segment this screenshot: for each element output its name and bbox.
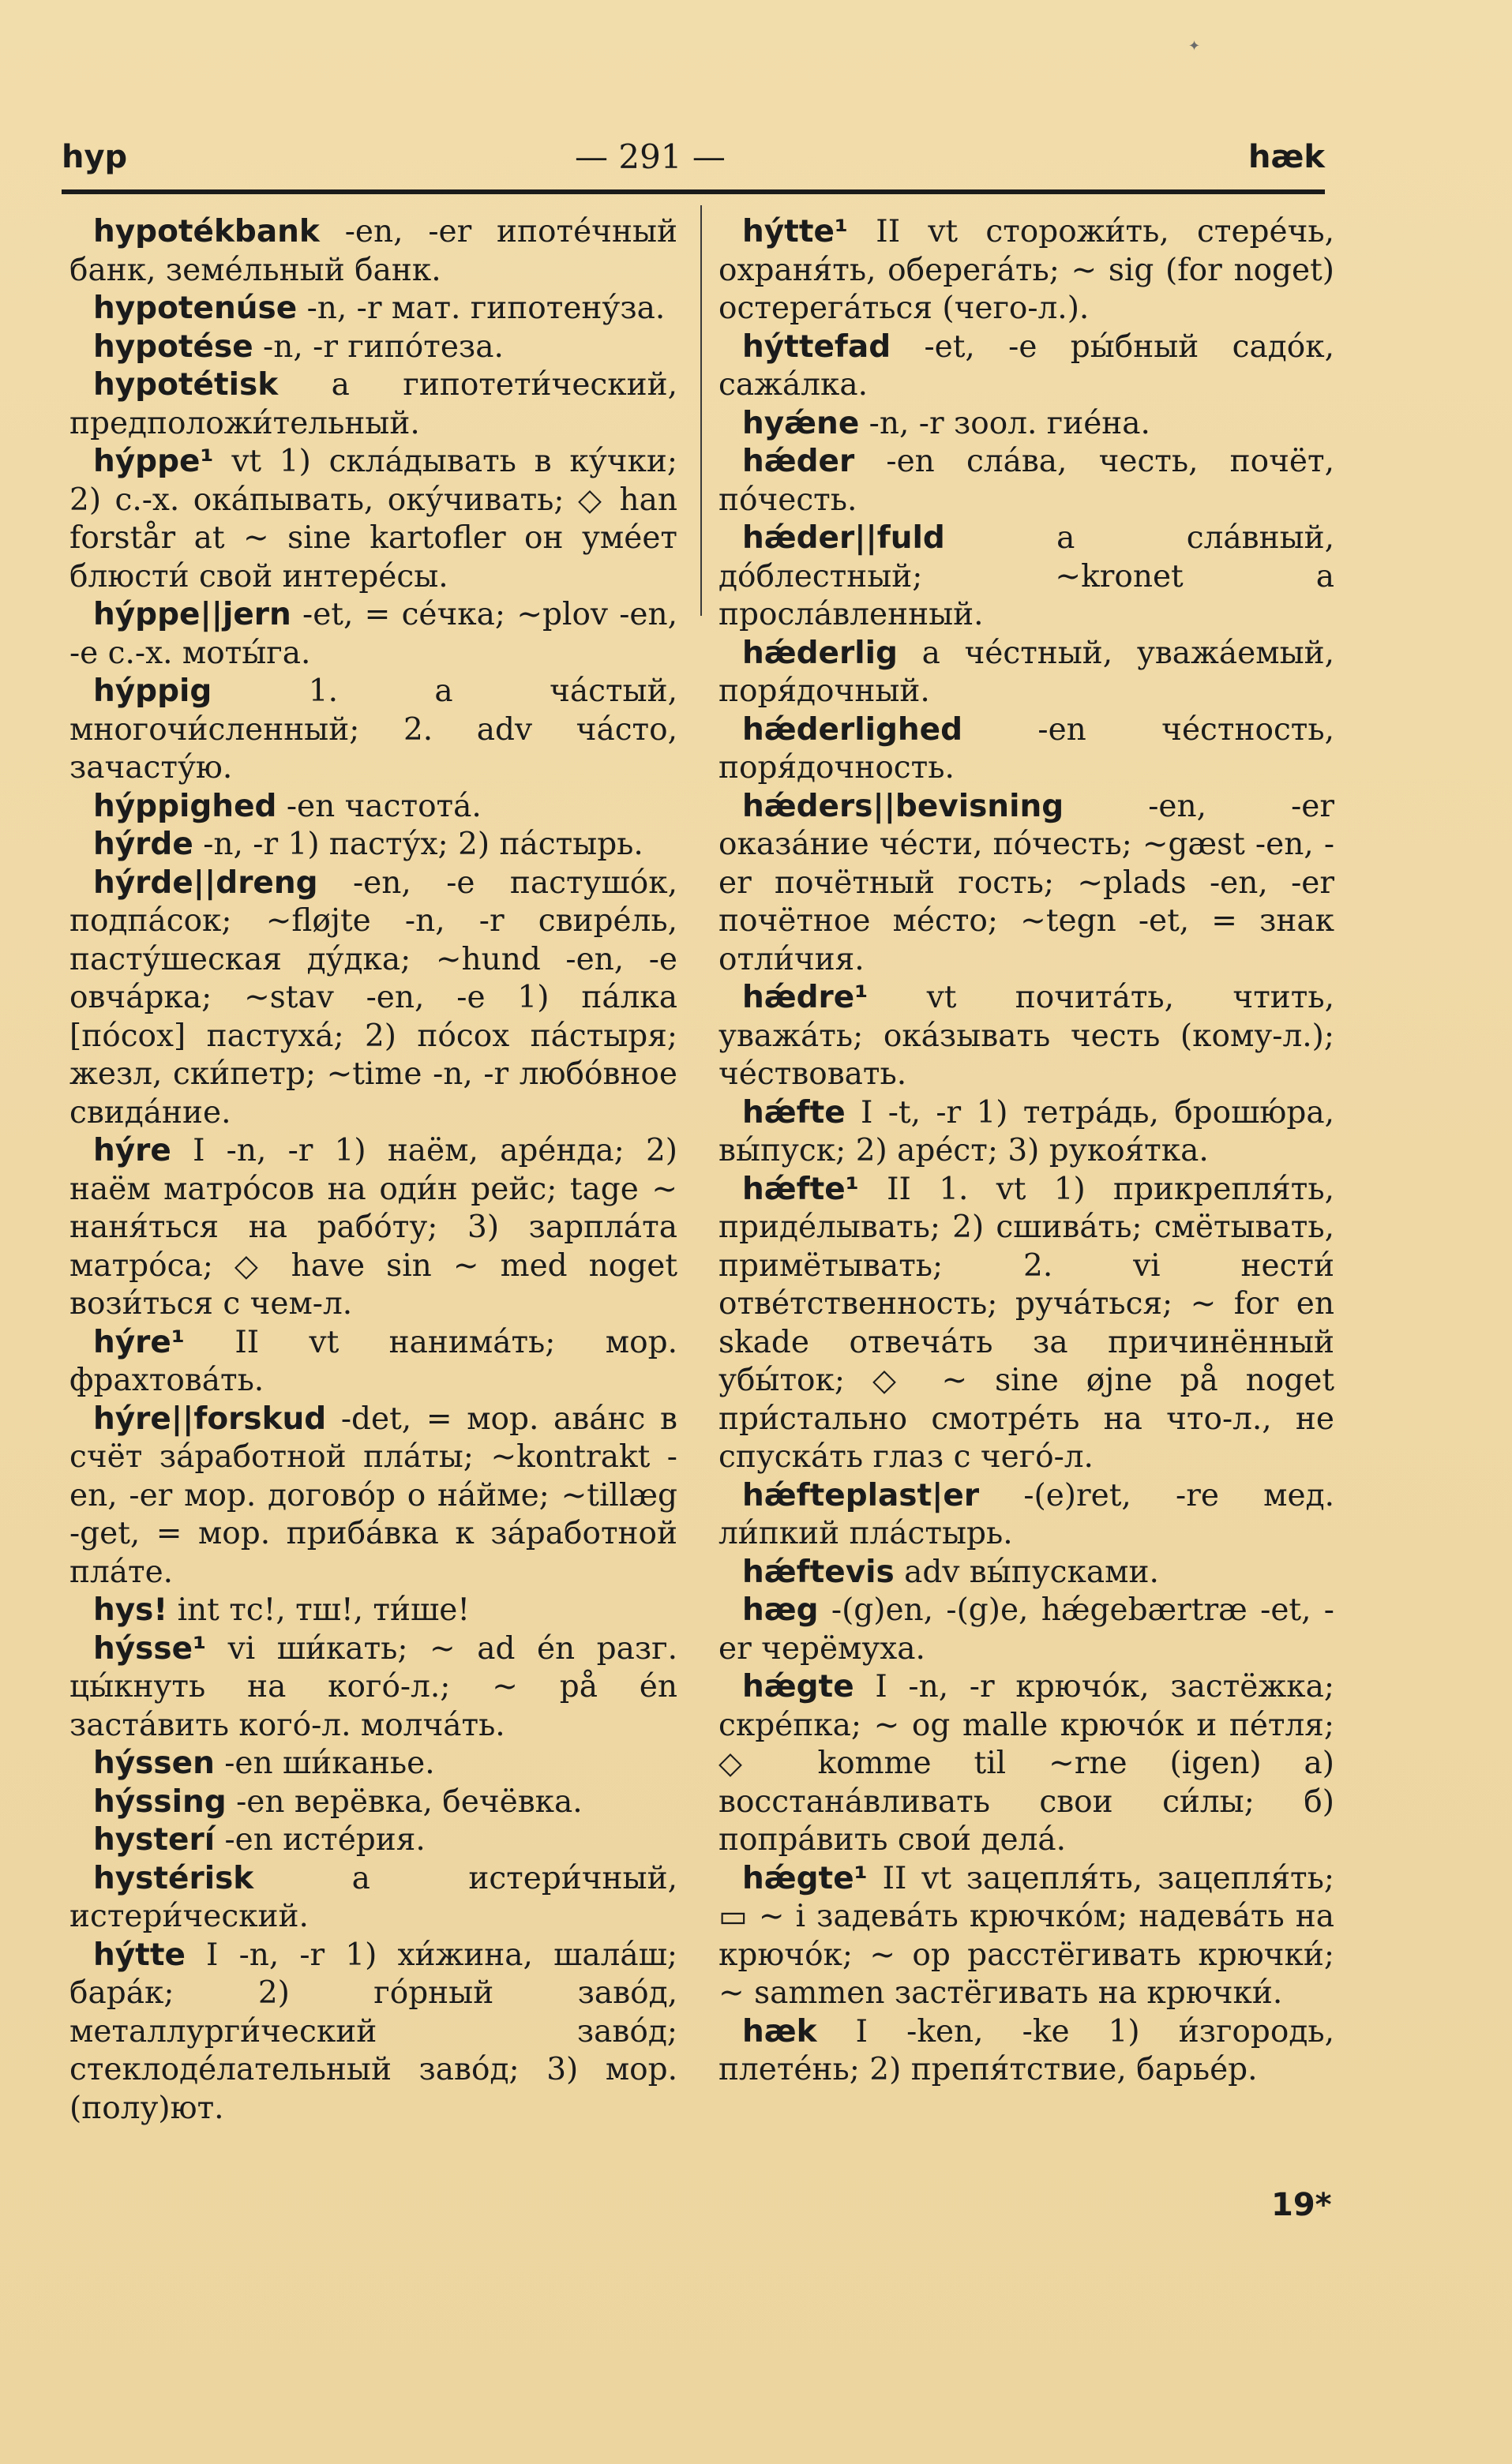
headword: hypotékbank xyxy=(93,214,320,249)
headword: hypotése xyxy=(93,328,253,365)
dictionary-entry xyxy=(718,979,1334,1094)
entry-body: vt 1) скла́дывать в ку́чки; 2) с.-х. ока́пывать, оку́чивать; ◇ han forstår at ~ sine kartofler он уме́ет блюсти́ свой интере́сы. xyxy=(69,444,677,594)
dictionary-entry xyxy=(718,788,1334,980)
headword: hýre¹ xyxy=(93,1324,185,1360)
dictionary-entry xyxy=(69,443,677,596)
entry-body: II vt нанима́ть; мор. фрахтова́ть. xyxy=(69,1324,677,1398)
dictionary-entry xyxy=(718,1171,1334,1477)
entry-body: -n, -r гипо́теза. xyxy=(253,328,504,365)
entry-body: -en, -er оказа́ние че́сти, по́честь; ~gæst -en, -er почётный гость; ~plads -en, -er почётное ме́сто; ~tegn -et, = знак отли́чия. xyxy=(718,788,1334,977)
dictionary-entry xyxy=(69,788,677,827)
headword: hǽftevis xyxy=(742,1554,895,1590)
headword: hýppe||jern xyxy=(93,597,291,632)
entry-body: -(g)en, -(g)e, hǽgebærtræ -et, -er черёмуха. xyxy=(718,1592,1334,1667)
entry-body: -en частота́. xyxy=(276,788,482,824)
headword: hýppighed xyxy=(93,788,277,824)
entry-body: -en, -e пастушо́к, подпа́сок; ~fløjte -n, -r свире́ль, пасту́шеская ду́дка; ~hund -en, -e овча́рка; ~stav -en, -e 1) па́лка [по́сох] пастуха́; 2) по́сох па́стыря; жезл, ски́петр; ~time -n, -r любо́вное свида́ние. xyxy=(69,864,677,1131)
dictionary-entry xyxy=(718,1477,1334,1554)
headword: hýssen xyxy=(93,1746,215,1781)
entry-body: vi ши́кать; ~ ad én разг. цы́кнуть на кого́-л.; ~ på én заста́вить кого́-л. молча́ть. xyxy=(69,1630,677,1743)
dictionary-entry xyxy=(718,635,1334,711)
dictionary-entry xyxy=(718,1592,1334,1668)
headword: hypotenúse xyxy=(93,291,298,326)
headword: hæg xyxy=(742,1592,819,1628)
headword: hýtte¹ xyxy=(742,214,849,249)
headword: hýtte xyxy=(93,1937,186,1973)
headword: hystérisk xyxy=(93,1860,254,1896)
entry-body: -(e)ret, -re мед. ли́пкий пла́стырь. xyxy=(718,1477,1334,1551)
headword: hǽfte xyxy=(742,1094,846,1131)
headword: hýrde||dreng xyxy=(93,864,318,901)
dictionary-entry xyxy=(718,213,1334,328)
entry-body: I -n, -r крючо́к, застёжка; скре́пка; ~ og malle крючо́к и пе́тля; ◇ komme til ~rne (igen) а) восстана́вливать свои си́лы; б) попра́вить свои́ дела́. xyxy=(718,1669,1334,1858)
dictionary-entry xyxy=(69,1324,677,1401)
dictionary-entry xyxy=(718,1668,1334,1860)
headword: hýsse¹ xyxy=(93,1630,207,1667)
entry-body: vt почита́ть, чтить, уважа́ть; ока́зывать честь (кому-л.); че́ствовать. xyxy=(718,980,1334,1092)
entry-body: -n, -r мат. гипотену́за. xyxy=(297,291,666,326)
entry-body: -et, = се́чка; ~plov -en, -e с.-х. моты́га. xyxy=(69,597,677,671)
headword: hǽderlighed xyxy=(742,711,963,748)
page-header xyxy=(62,126,1325,189)
dictionary-entry xyxy=(69,673,677,788)
headword: hyǽne xyxy=(742,405,860,441)
entry-body: II vt сторожи́ть, стере́чь, охраня́ть, оберега́ть; ~ sig (for noget) остерега́ться (чего-л.). xyxy=(718,214,1334,326)
header-right-word: hæk xyxy=(1248,139,1325,175)
headword: hýre||forskud xyxy=(93,1401,327,1437)
headword: hýssing xyxy=(93,1783,227,1820)
dictionary-entry xyxy=(718,711,1334,788)
entry-body: II vt зацепля́ть, зацепля́ть; ▭ ~ i задева́ть крючко́м; надева́ть на крючо́к; ~ op расстёгивать крючки́; ~ sammen застёгивать на крючки́. xyxy=(718,1860,1334,2011)
headword: hýrde xyxy=(93,827,193,862)
entry-body: int тс!, тш!, ти́ше! xyxy=(167,1592,471,1628)
dictionary-entry xyxy=(718,1860,1334,2013)
entry-body: -det, = мор. ава́нс в счёт за́работной пла́ты; ~kontrakt -en, -er мор. догово́р о на́йме; ~tillæg -get, = мор. приба́вка к за́работной пла́те. xyxy=(69,1401,677,1590)
page-number: — 291 — xyxy=(575,137,726,176)
dictionary-entry xyxy=(69,1745,677,1783)
headword: hýre xyxy=(93,1133,171,1168)
header-left-word: hyp xyxy=(62,139,128,175)
entry-body: -n, -r зоол. гие́на. xyxy=(859,405,1150,441)
headword: hys! xyxy=(93,1592,168,1628)
dictionary-entry xyxy=(69,1630,677,1746)
headword: hǽgte¹ xyxy=(742,1860,868,1896)
entry-body: -en исте́рия. xyxy=(215,1822,426,1858)
entry-body: -et, -e ры́бный садо́к, сажа́лка. xyxy=(718,328,1334,403)
headword: hǽfteplast|er xyxy=(742,1477,980,1513)
headword: hýppe¹ xyxy=(93,444,214,479)
dictionary-entry xyxy=(69,864,677,1133)
entry-body: -en сла́ва, честь, почёт, по́честь. xyxy=(718,444,1334,518)
headword: hýttefad xyxy=(742,328,891,365)
headword: hypotétisk xyxy=(93,367,279,403)
right-column xyxy=(718,213,1334,2090)
dictionary-entry xyxy=(718,405,1334,444)
dictionary-entry xyxy=(69,826,677,864)
entry-body: 1. a ча́стый, многочи́сленный; 2. adv ча́сто, зачасту́ю. xyxy=(69,673,677,786)
dictionary-entry xyxy=(69,1821,677,1860)
dictionary-entry xyxy=(69,290,677,328)
dictionary-entry xyxy=(69,1592,677,1630)
entry-body: a че́стный, уважа́емый, поря́дочный. xyxy=(718,635,1334,709)
entry-body: a истери́чный, истери́ческий. xyxy=(69,1860,677,1934)
headword: hǽderlig xyxy=(742,635,898,671)
entry-body: a сла́вный, до́блестный; ~kronet a просла́вленный. xyxy=(718,520,1334,632)
dictionary-entry xyxy=(69,1860,677,1937)
entry-body: I -t, -r 1) тетра́дь, брошю́ра, вы́пуск; 2) аре́ст; 3) рукоя́тка. xyxy=(718,1094,1334,1168)
entry-body: I -ken, -ke 1) и́згородь, плете́нь; 2) препя́тствие, барье́р. xyxy=(718,2013,1334,2087)
dictionary-entry xyxy=(69,213,677,290)
entry-body: a гипотети́ческий, предположи́тельный. xyxy=(69,367,677,441)
dictionary-entry xyxy=(69,1401,677,1592)
entry-body: -en че́стность, поря́дочность. xyxy=(718,711,1334,786)
dictionary-entry xyxy=(69,366,677,443)
dictionary-entry xyxy=(69,1783,677,1822)
headword: hǽdre¹ xyxy=(742,980,869,1015)
entry-body: -en, -er ипоте́чный банк, земе́льный банк. xyxy=(69,214,677,288)
headword: hæk xyxy=(742,2013,817,2050)
entry-body: I -n, -r 1) наём, аре́нда; 2) наём матро́сов на оди́н рейс; tage ~ наня́ться на рабо́ту; 3) зарпла́та матро́са; ◇ have sin ~ med noget вози́ться с чем-л. xyxy=(69,1133,677,1322)
dictionary-entry xyxy=(718,1094,1334,1171)
headword: hǽder||fuld xyxy=(742,520,945,556)
headword: hýppig xyxy=(93,673,212,709)
header-rule xyxy=(62,189,1325,194)
headword: hǽder xyxy=(742,444,855,479)
signature-mark: 19* xyxy=(1271,2187,1332,2223)
headword: hǽgte xyxy=(742,1669,854,1705)
dictionary-entry xyxy=(718,328,1334,405)
entry-body: -n, -r 1) пасту́х; 2) па́стырь. xyxy=(193,827,643,862)
dictionary-entry xyxy=(718,443,1334,519)
headword: hǽders||bevisning xyxy=(742,788,1064,824)
headword: hǽfte¹ xyxy=(742,1171,859,1207)
left-column xyxy=(69,213,677,2128)
dictionary-entry xyxy=(718,1554,1334,1592)
entry-body: II 1. vt 1) прикрепля́ть, приде́лывать; 2) сшива́ть; смётывать, примётывать; 2. vi нести́ отве́тственность; руча́ться; ~ for en skade отвеча́ть за причинённый убы́ток; ◇ ~ sine øjne på noget при́стально смотре́ть на что-л., не спуска́ть глаз с чего́-л. xyxy=(718,1171,1334,1475)
entry-body: I -n, -r 1) хи́жина, шала́ш; бара́к; 2) го́рный заво́д, металлурги́ческий заво́д; стеклоде́лательный заво́д; 3) мор. (полу)ют. xyxy=(69,1937,677,2126)
entry-body: -en верёвка, бечёвка. xyxy=(226,1783,583,1820)
dictionary-entry xyxy=(69,1132,677,1324)
entry-body: adv вы́пусками. xyxy=(894,1554,1159,1590)
headword: hysterí xyxy=(93,1822,216,1858)
dictionary-entry xyxy=(718,519,1334,635)
dictionary-entry xyxy=(69,328,677,367)
dictionary-entry xyxy=(718,2013,1334,2090)
entry-body: -en ши́канье. xyxy=(214,1746,435,1781)
corner-mark: ✦ xyxy=(1188,38,1201,54)
dictionary-entry xyxy=(69,596,677,673)
dictionary-entry xyxy=(69,1937,677,2128)
column-divider xyxy=(700,205,702,616)
